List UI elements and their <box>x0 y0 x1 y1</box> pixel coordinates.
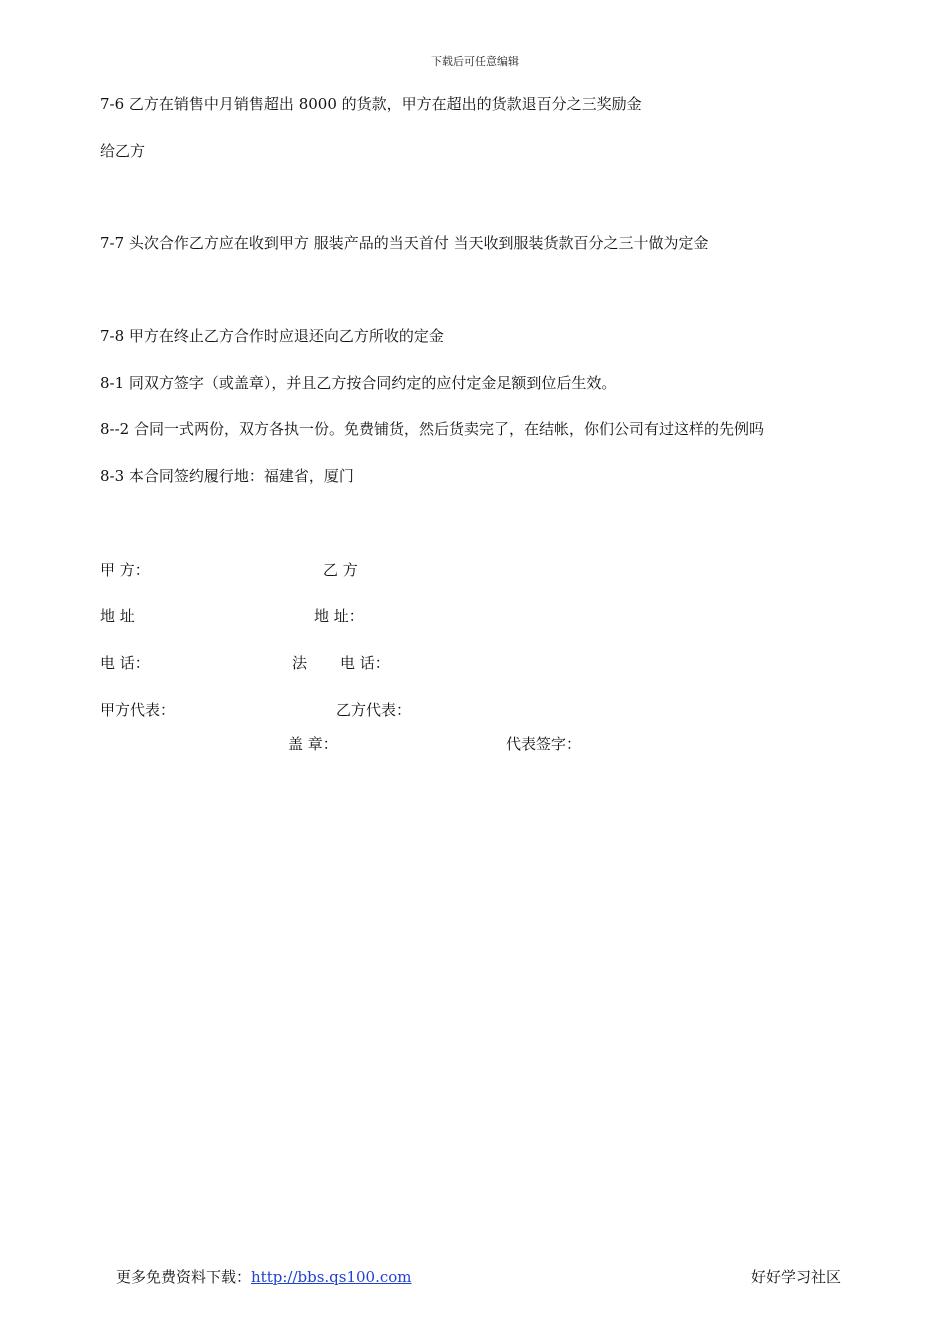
rep-a-label: 甲方代表： <box>100 701 176 719</box>
footer-left-text: 更多免费资料下载： <box>116 1268 252 1286</box>
clause-8-3: 8-3 本合同签约履行地：福建省，厦门 <box>100 467 354 485</box>
party-b-label: 乙 方 <box>323 561 358 579</box>
address-b-label: 地 址： <box>314 607 364 625</box>
party-a-label: 甲 方： <box>100 561 150 579</box>
page-header-note: 下载后可任意编辑 <box>431 55 519 68</box>
seal-label: 盖 章： <box>288 735 338 753</box>
clause-7-8: 7-8 甲方在终止乙方合作时应退还向乙方所收的定金 <box>100 327 444 345</box>
phone-a-label: 电 话： <box>100 654 150 672</box>
clause-8-2: 8--2 合同一式两份，双方各执一份。免费铺货，然后货卖完了，在结帐，你们公司有过这样的先例吗 <box>100 420 764 438</box>
rep-b-label: 乙方代表： <box>336 701 412 719</box>
clause-7-6: 7-6 乙方在销售中月销售超出 8000 的货款，甲方在超出的货款退百分之三奖励金 <box>100 95 642 113</box>
legal-label: 法 <box>292 654 308 672</box>
clause-7-6-continued: 给乙方 <box>100 142 146 160</box>
footer-link[interactable]: http://bbs.qs100.com <box>251 1268 412 1286</box>
address-a-label: 地 址 <box>100 607 135 625</box>
footer-download-note <box>116 1266 412 1287</box>
rep-sign-label: 代表签字： <box>506 735 582 753</box>
footer-community-name: 好好学习社区 <box>751 1268 842 1286</box>
clause-8-1: 8-1 同双方签字（或盖章），并且乙方按合同约定的应付定金足额到位后生效。 <box>100 374 617 392</box>
phone-b-label: 电 话： <box>340 654 390 672</box>
clause-7-7: 7-7 头次合作乙方应在收到甲方 服装产品的当天首付 当天收到服装货款百分之三十做为定金 <box>100 234 709 252</box>
